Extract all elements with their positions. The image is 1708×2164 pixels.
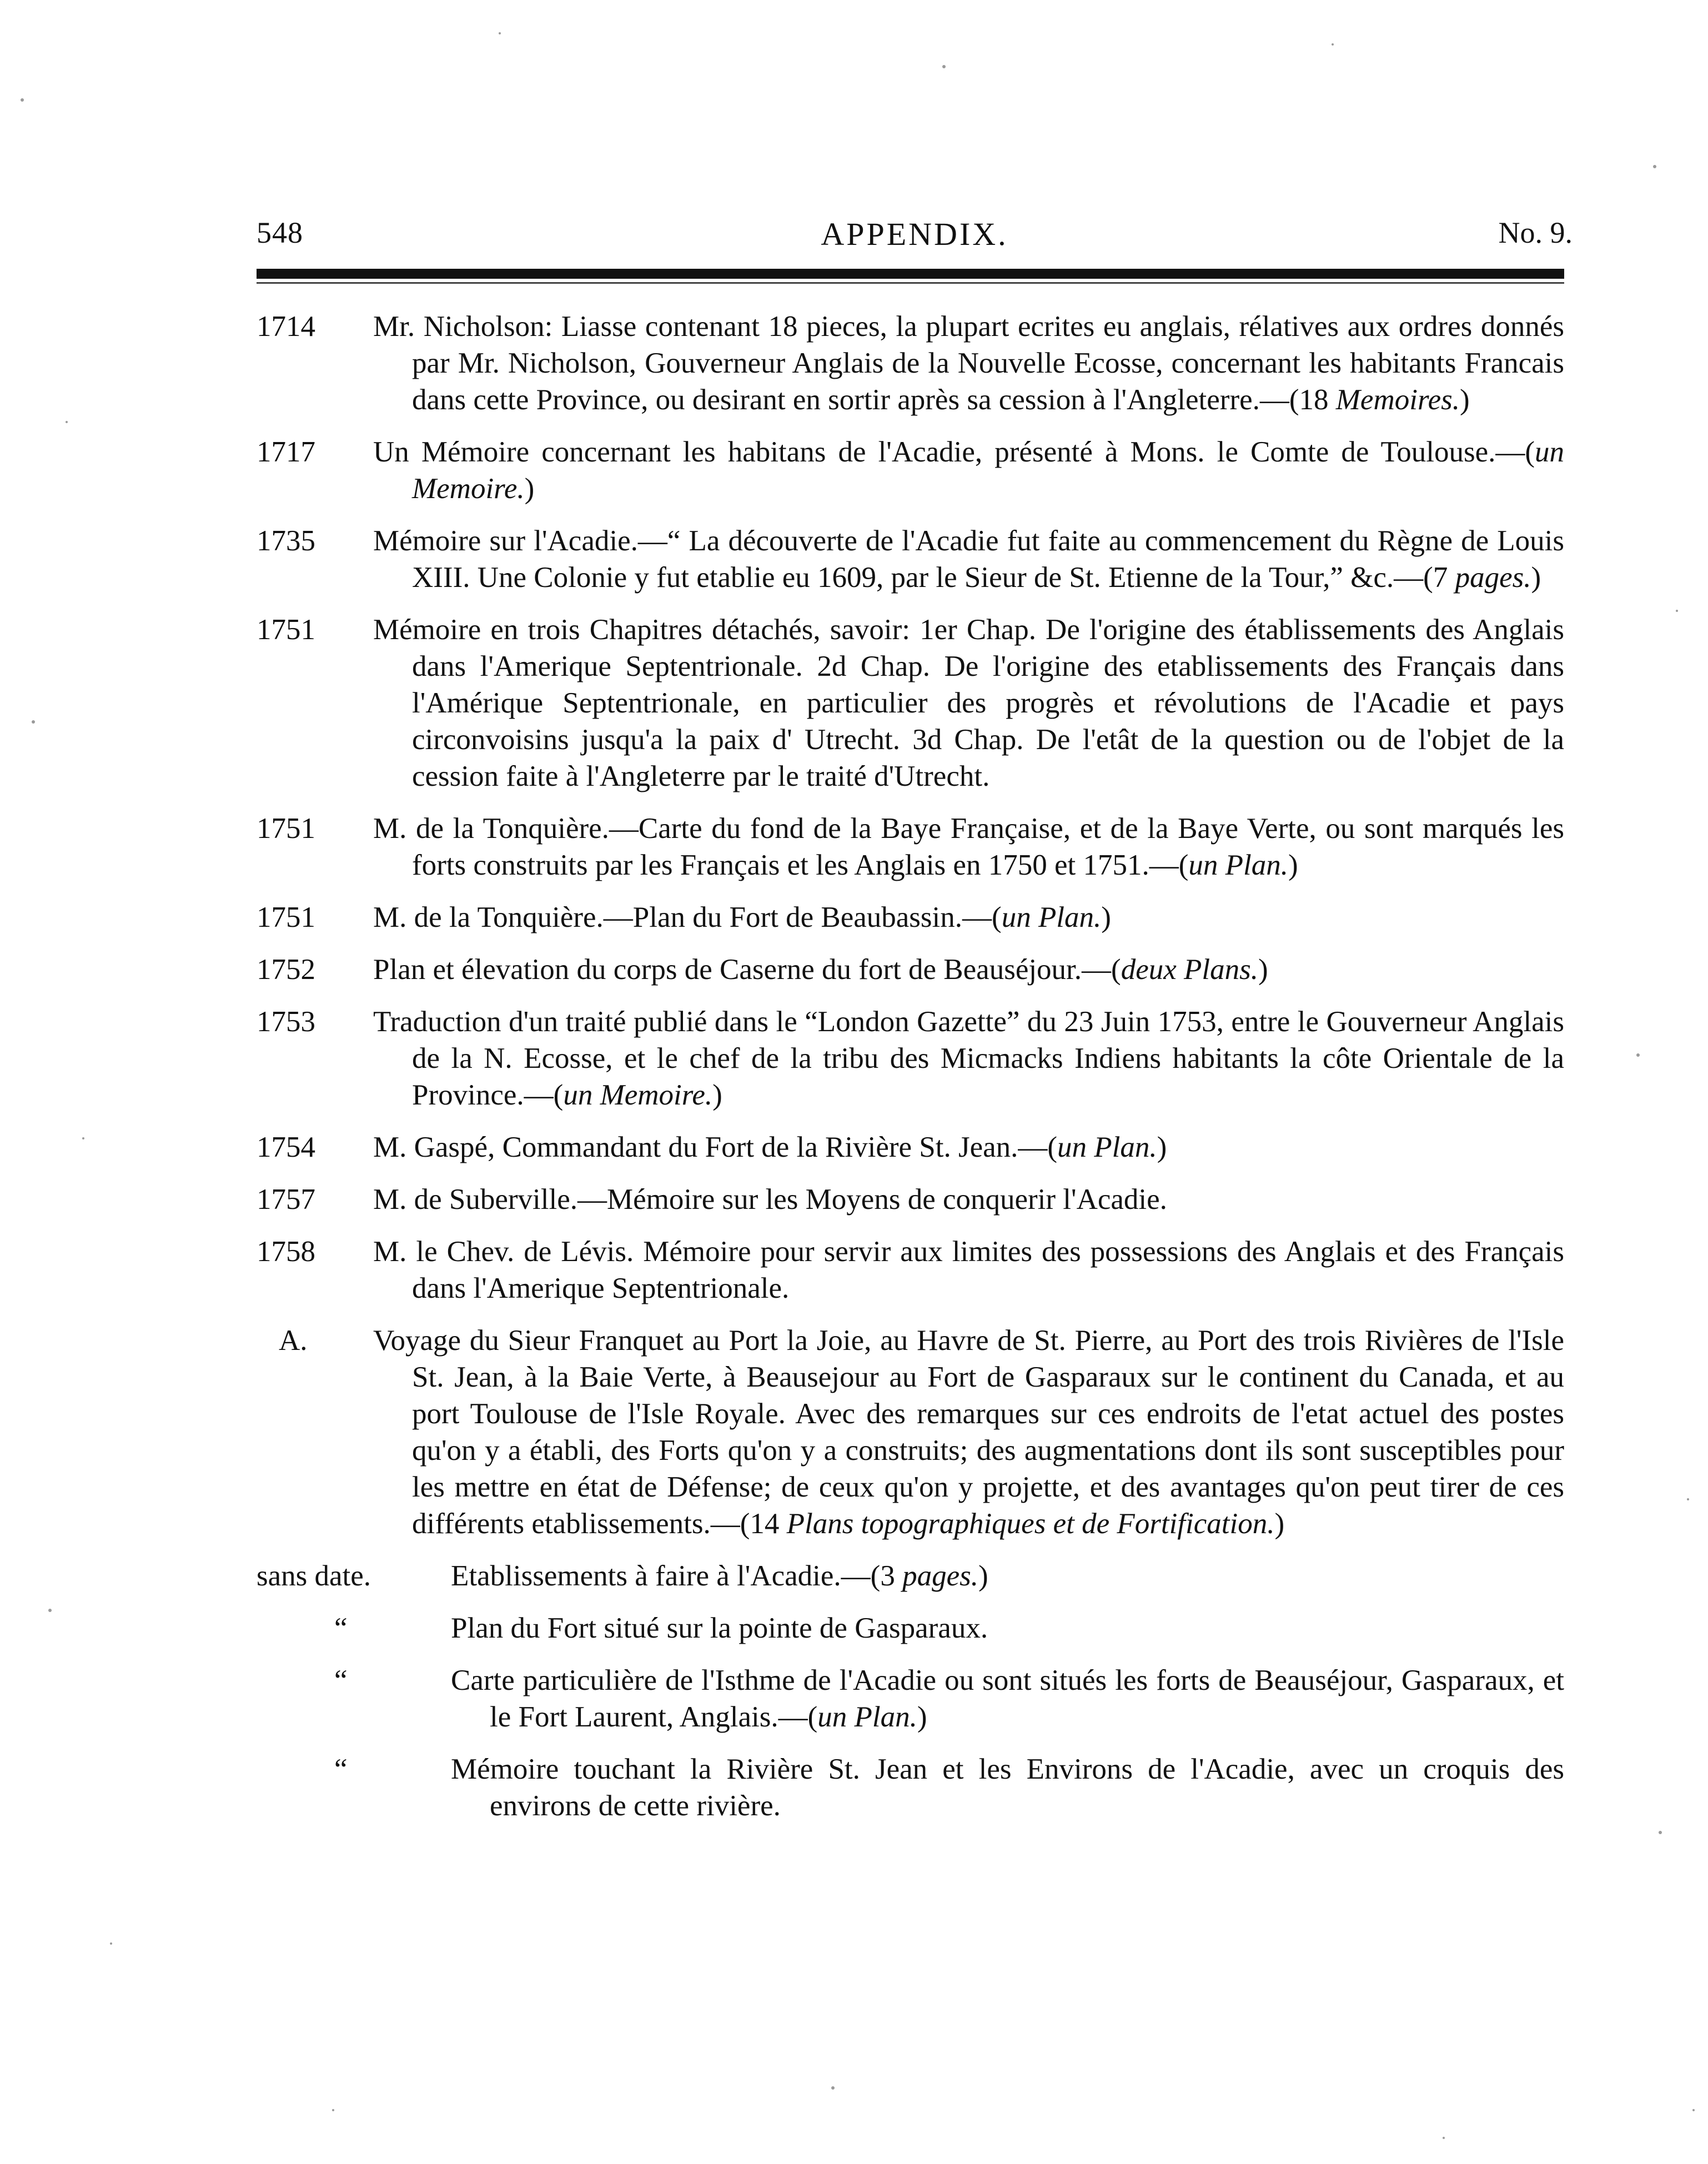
page-title: APPENDIX. [821, 216, 1008, 252]
entry-close: ) [1258, 953, 1268, 986]
entry-text [373, 1233, 1564, 1307]
entry [257, 1181, 1564, 1218]
entry-body: M. de Suberville.—Mémoire sur les Moyens de conquerir l'Acadie. [373, 1183, 1167, 1216]
entry-close: ) [1531, 561, 1541, 594]
entry [257, 951, 1564, 988]
entry [257, 434, 1564, 507]
entry-italic: un Memoire. [563, 1079, 713, 1111]
entry-text [373, 308, 1564, 418]
entry-date: 1754 [257, 1131, 315, 1163]
entry-italic: deux Plans. [1121, 953, 1258, 986]
entry-italic: un Memoire. [412, 436, 1564, 505]
entry-date: 1758 [257, 1236, 315, 1268]
page-number: 548 [257, 216, 303, 249]
entry-italic: pages. [1455, 561, 1531, 594]
entry-close: ) [1288, 849, 1298, 881]
entry-date: sans date. [257, 1560, 371, 1592]
entry-date: 1751 [257, 901, 315, 933]
entry-close: ) [917, 1701, 927, 1733]
entry-italic: un Plan. [1188, 849, 1288, 881]
ditto-mark: “ [334, 1753, 348, 1785]
entry-text [373, 899, 1564, 936]
entry-undated [257, 1558, 1564, 1594]
entry [257, 1003, 1564, 1113]
entry [257, 523, 1564, 596]
entry-italic: Plans topographiques et de Fortification. [786, 1508, 1275, 1540]
ditto-mark: “ [334, 1664, 348, 1696]
entry-body: Plan et élevation du corps de Caserne du fort de Beauséjour.—( [373, 953, 1121, 986]
entry-italic: un Plan. [1057, 1131, 1157, 1163]
entry-list [257, 308, 1564, 1840]
entry-date: 1735 [257, 525, 315, 557]
entry-body: Mémoire en trois Chapitres détachés, savoir: 1er Chap. De l'origine des établissements des Anglais dans l'Amerique Septentrionale. 2d Chap. De l'origine des etablissements des Français dans l'Amérique Septentrionale, en particulier des progrès et révolutions de l'Acadie et pays circonvoisins jusqu'a la paix d' Utrecht. 3d Chap. De l'etât de la question ou de l'objet de la cession faite à l'Angleterre par le traité d'Utrecht. [373, 614, 1564, 792]
entry-body: M. le Chev. de Lévis. Mémoire pour servir aux limites des possessions des Anglais et des Français dans l'Amerique Septentrionale. [373, 1236, 1564, 1304]
entry-date: 1714 [257, 310, 315, 343]
entry-body: M. de la Tonquière.—Carte du fond de la Baye Française, et de la Baye Verte, ou sont marqués les forts construits par les Français et les Anglais en 1750 et 1751.—( [373, 812, 1564, 881]
entry-body: Plan du Fort situé sur la pointe de Gasparaux. [451, 1612, 988, 1644]
entry-body: Carte particulière de l'Isthme de l'Acadie ou sont situés les forts de Beauséjour, Gasparaux, et le Fort Laurent, Anglais.—( [451, 1664, 1564, 1733]
entry [257, 810, 1564, 883]
entry [257, 899, 1564, 936]
ditto-mark: “ [334, 1612, 348, 1644]
entry-body: Mémoire touchant la Rivière St. Jean et les Environs de l'Acadie, avec un croquis des environs de cette rivière. [451, 1753, 1564, 1822]
entry-close: ) [524, 473, 535, 505]
entry-text [373, 1003, 1564, 1113]
entry-body: Traduction d'un traité publié dans le “London Gazette” du 23 Juin 1753, entre le Gouverneur Anglais de la N. Ecosse, et le chef de la tribu des Micmacks Indiens habitants la côte Orientale de la Province.—( [373, 1006, 1564, 1111]
entry-text [451, 1610, 1564, 1646]
running-header [257, 215, 1573, 265]
entry [257, 611, 1564, 795]
entry-body: M. Gaspé, Commandant du Fort de la Rivière St. Jean.—( [373, 1131, 1058, 1163]
entry-body: Mr. Nicholson: Liasse contenant 18 pieces, la plupart ecrites eu anglais, rélatives aux ordres donnés par Mr. Nicholson, Gouverneur Anglais de la Nouvelle Ecosse, concernant les habitants Francais dans cette Province, ou desirant en sortir après sa cession à l'Angleterre.—(18 [373, 310, 1564, 416]
entry-text [373, 1181, 1564, 1218]
entry-date: 1751 [257, 812, 315, 845]
appendix-number: No. 9. [1498, 216, 1573, 249]
entry-undated [257, 1610, 1564, 1646]
entry-text [373, 434, 1564, 507]
entry-close: ) [1101, 901, 1111, 933]
entry [257, 1322, 1564, 1542]
entry-close: ) [978, 1560, 988, 1592]
entry-date: A. [279, 1324, 308, 1357]
entry-italic: Memoires. [1335, 384, 1460, 416]
entry-text [373, 951, 1564, 988]
entry-body: Etablissements à faire à l'Acadie.—(3 [451, 1560, 903, 1592]
entry-undated [257, 1662, 1564, 1735]
entry-close: ) [712, 1079, 722, 1111]
entry-close: ) [1274, 1508, 1285, 1540]
entry-body: Voyage du Sieur Franquet au Port la Joie, au Havre de St. Pierre, au Port des trois Rivières de l'Isle St. Jean, à la Baie Verte, à Beausejour au Fort de Gasparaux sur le continent du Canada, et au port Toulouse de l'Isle Royale. Avec des remarques sur ces endroits de l'etat actuel des postes qu'on y a établi, des Forts qu'on y a construits; des augmentations dont ils sont susceptibles pour les mettre en état de Défense; de ceux qu'on y projette, et des avantages qu'on peut tirer de ces différents etablissements.—(14 [373, 1324, 1564, 1540]
entry-text [373, 810, 1564, 883]
entry-italic: pages. [902, 1560, 978, 1592]
entry-close: ) [1157, 1131, 1167, 1163]
entry-text [373, 1129, 1564, 1166]
entry [257, 1233, 1564, 1307]
entry-text [451, 1558, 1564, 1594]
entry-date: 1717 [257, 436, 315, 468]
entry-date: 1757 [257, 1183, 315, 1216]
entry-text [373, 611, 1564, 795]
header-rule [257, 269, 1564, 279]
entry-italic: un Plan. [1001, 901, 1102, 933]
entry-date: 1752 [257, 953, 315, 986]
entry-text [451, 1662, 1564, 1735]
entry-undated [257, 1751, 1564, 1824]
entry-body: Mémoire sur l'Acadie.—“ La découverte de l'Acadie fut faite au commencement du Règne de Louis XIII. Une Colonie y fut etablie eu 1609, par le Sieur de St. Etienne de la Tour,” &c.—(7 [373, 525, 1564, 594]
entry-date: 1753 [257, 1006, 315, 1038]
entry-text [373, 1322, 1564, 1542]
entry [257, 308, 1564, 418]
entry-close: ) [1460, 384, 1470, 416]
entry-italic: un Plan. [817, 1701, 917, 1733]
entry-text [373, 523, 1564, 596]
entry-date: 1751 [257, 614, 315, 646]
entry-body: M. de la Tonquière.—Plan du Fort de Beaubassin.—( [373, 901, 1002, 933]
header-rule-thin [257, 282, 1564, 284]
entry-text [451, 1751, 1564, 1824]
entry-body: Un Mémoire concernant les habitans de l'Acadie, présenté à Mons. le Comte de Toulouse.—( [373, 436, 1535, 468]
entry [257, 1129, 1564, 1166]
